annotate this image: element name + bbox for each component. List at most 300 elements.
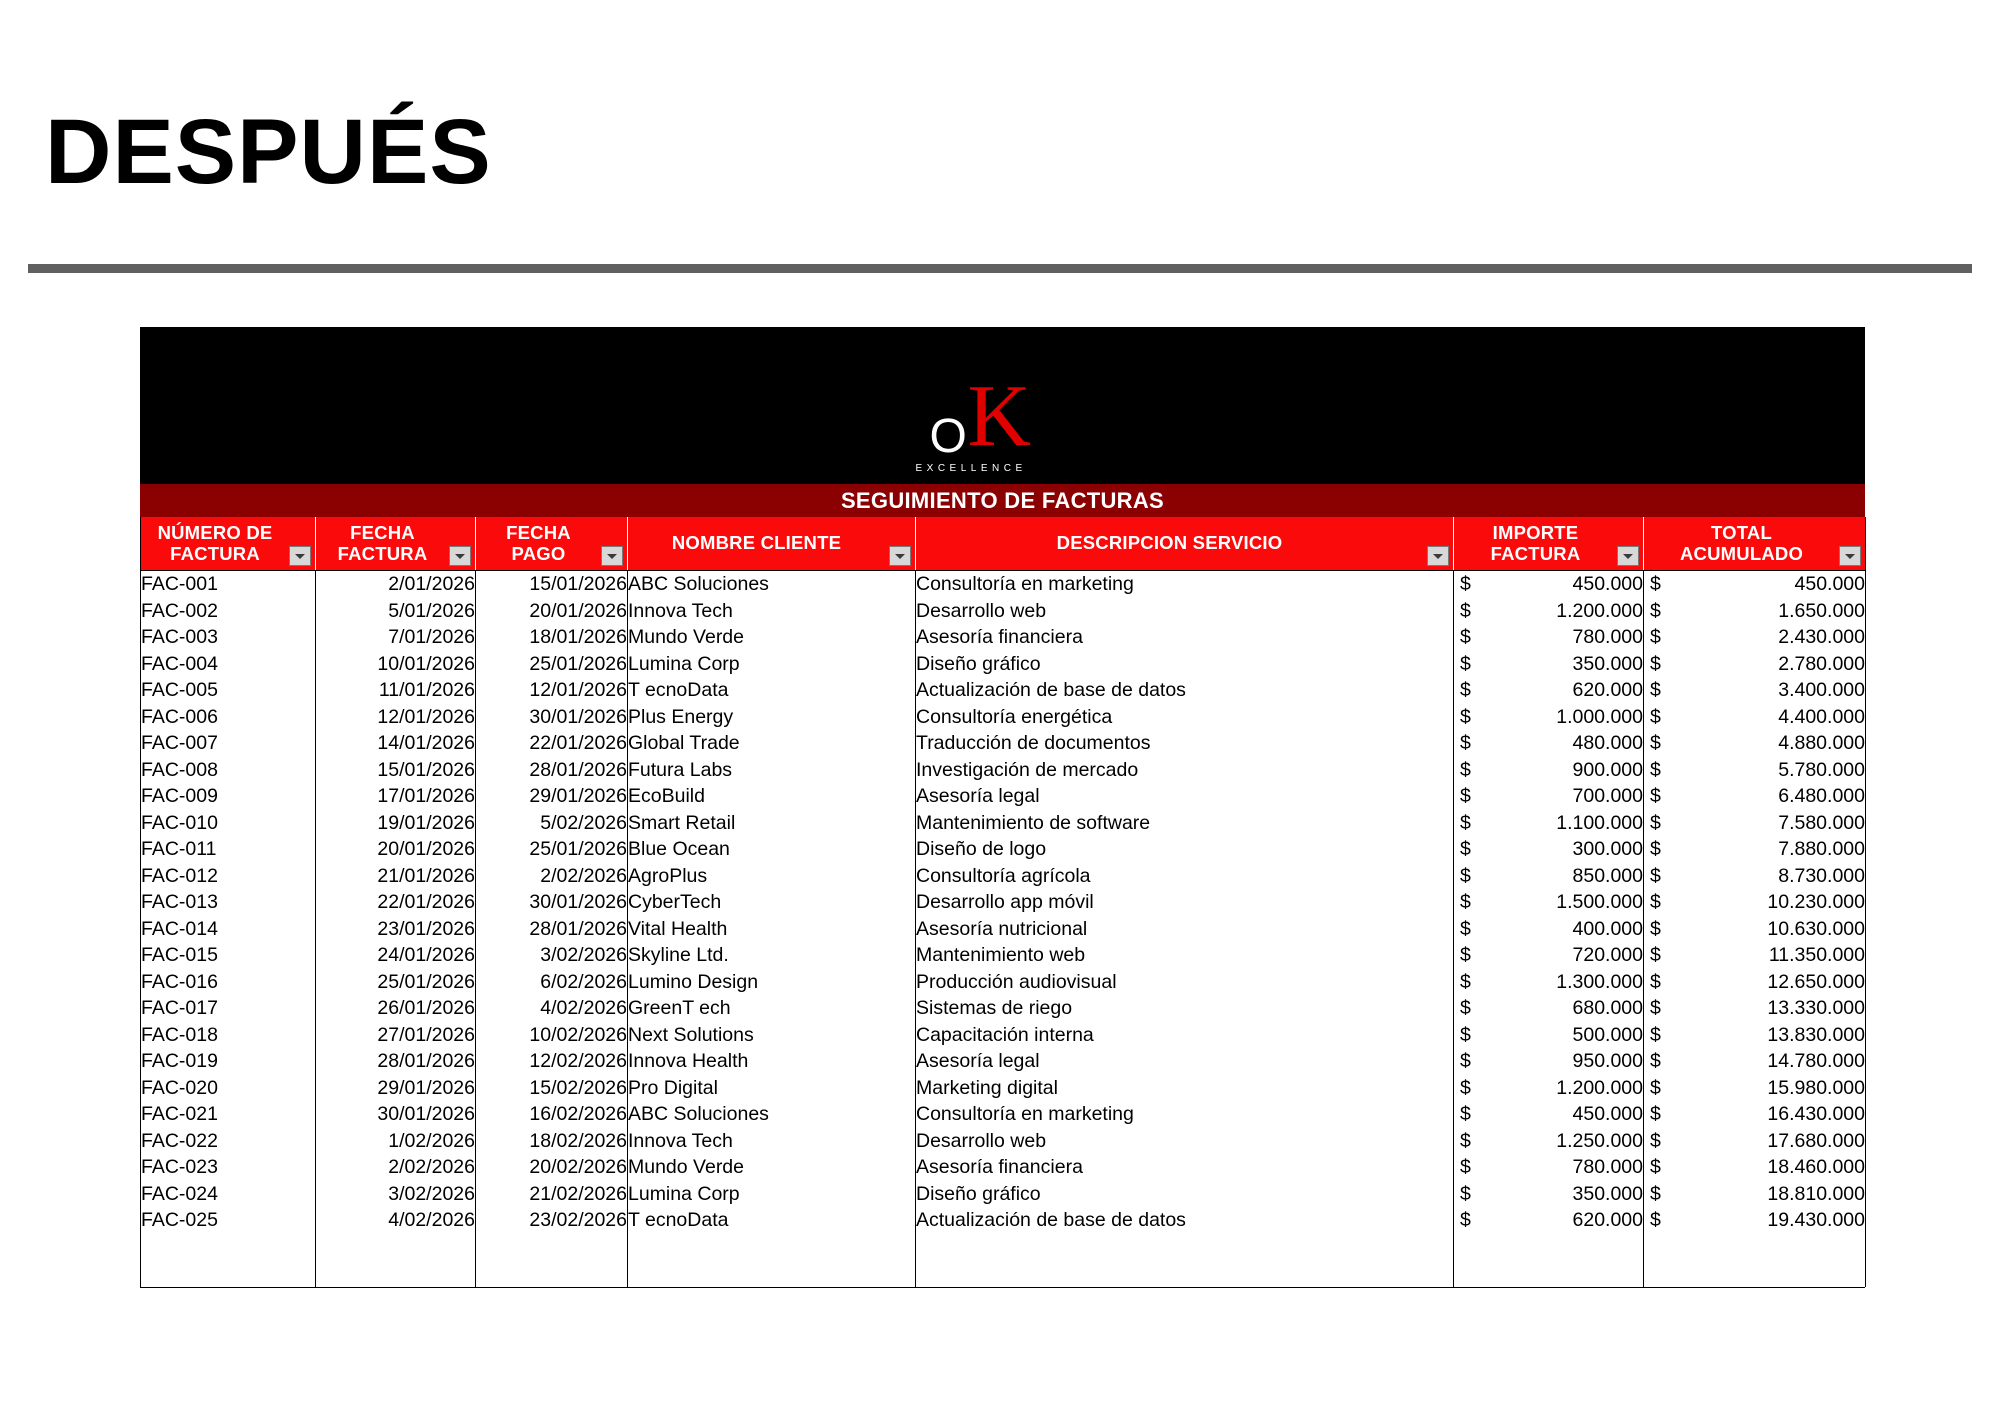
column-header-label: IMPORTE FACTURA [1490, 521, 1581, 564]
cell-importe-factura[interactable]: $ 700.000 [1454, 783, 1644, 810]
cell-empty[interactable] [916, 1260, 1454, 1287]
cell-fecha-pago[interactable]: 28/01/2026 [476, 757, 628, 784]
currency-symbol: $ [1650, 599, 1661, 622]
cell-importe-factura[interactable]: $ 1.200.000 [1454, 1075, 1644, 1102]
cell-importe-factura[interactable]: $ 1.200.000 [1454, 598, 1644, 625]
currency-symbol: $ [1460, 1023, 1471, 1046]
cell-total-acumulado[interactable]: $ 6.480.000 [1644, 783, 1866, 810]
cell-fecha-pago[interactable]: 25/01/2026 [476, 651, 628, 678]
ok-excellence-logo [908, 365, 1098, 477]
cell-fecha-pago[interactable]: 10/02/2026 [476, 1022, 628, 1049]
cell-nombre-cliente[interactable]: Smart Retail [628, 810, 916, 837]
cell-empty[interactable] [1454, 1260, 1644, 1287]
cell-total-acumulado[interactable]: $ 18.460.000 [1644, 1154, 1866, 1181]
cell-nombre-cliente[interactable]: Lumina Corp [628, 651, 916, 678]
cell-total-acumulado[interactable]: $ 16.430.000 [1644, 1101, 1866, 1128]
cell-fecha-factura[interactable]: 3/02/2026 [316, 1181, 476, 1208]
currency-symbol: $ [1460, 573, 1471, 595]
cell-fecha-factura[interactable]: 21/01/2026 [316, 863, 476, 890]
table-row[interactable] [141, 704, 1866, 731]
cell-total-acumulado[interactable]: $ 2.780.000 [1644, 651, 1866, 678]
cell-fecha-factura[interactable]: 12/01/2026 [316, 704, 476, 731]
cell-importe-factura[interactable]: $ 1.500.000 [1454, 889, 1644, 916]
cell-fecha-pago[interactable]: 25/01/2026 [476, 836, 628, 863]
cell-fecha-pago[interactable]: 18/02/2026 [476, 1128, 628, 1155]
cell-numero-factura[interactable]: FAC-014 [141, 916, 316, 943]
cell-descripcion-servicio[interactable]: Consultoría en marketing [916, 571, 1454, 598]
cell-nombre-cliente[interactable]: Mundo Verde [628, 1154, 916, 1181]
cell-total-acumulado[interactable]: $ 17.680.000 [1644, 1128, 1866, 1155]
cell-nombre-cliente[interactable]: Innova Health [628, 1048, 916, 1075]
cell-importe-factura[interactable]: $ 780.000 [1454, 624, 1644, 651]
cell-fecha-factura[interactable]: 27/01/2026 [316, 1022, 476, 1049]
cell-fecha-pago[interactable]: 28/01/2026 [476, 916, 628, 943]
cell-total-acumulado[interactable]: $ 3.400.000 [1644, 677, 1866, 704]
banner-divider [28, 264, 1972, 273]
cell-fecha-pago[interactable]: 3/02/2026 [476, 942, 628, 969]
currency-symbol: $ [1460, 758, 1471, 781]
invoice-table-wrapper [140, 517, 1865, 1288]
cell-fecha-factura[interactable]: 26/01/2026 [316, 995, 476, 1022]
cell-descripcion-servicio[interactable]: Diseño de logo [916, 836, 1454, 863]
cell-descripcion-servicio[interactable]: Consultoría en marketing [916, 1101, 1454, 1128]
table-row[interactable] [141, 757, 1866, 784]
table-row[interactable] [141, 995, 1866, 1022]
invoice-table-header [141, 517, 1866, 571]
cell-total-acumulado[interactable]: $ 18.810.000 [1644, 1181, 1866, 1208]
logo-tagline: EXCELLENCE [915, 463, 1027, 474]
filter-dropdown-icon-descripcion-servicio[interactable] [1427, 546, 1449, 566]
currency-symbol: $ [1460, 811, 1471, 834]
table-row[interactable] [141, 1075, 1866, 1102]
column-header-fecha-pago[interactable] [476, 517, 628, 571]
table-row-empty[interactable] [141, 1260, 1866, 1287]
cell-numero-factura[interactable]: FAC-021 [141, 1101, 316, 1128]
cell-fecha-factura[interactable]: 28/01/2026 [316, 1048, 476, 1075]
cell-importe-factura[interactable]: $ 950.000 [1454, 1048, 1644, 1075]
currency-symbol: $ [1460, 1103, 1471, 1125]
cell-importe-factura[interactable]: $ 850.000 [1454, 863, 1644, 890]
invoice-table-body [141, 571, 1866, 1287]
cell-descripcion-servicio[interactable]: Asesoría nutricional [916, 916, 1454, 943]
cell-fecha-factura[interactable]: 20/01/2026 [316, 836, 476, 863]
table-row[interactable] [141, 1154, 1866, 1181]
cell-nombre-cliente[interactable]: T ecnoData [628, 677, 916, 704]
cell-fecha-factura[interactable]: 5/01/2026 [316, 598, 476, 625]
cell-importe-factura[interactable]: $ 450.000 [1454, 571, 1644, 598]
cell-numero-factura[interactable]: FAC-018 [141, 1022, 316, 1049]
currency-symbol: $ [1650, 838, 1661, 860]
cell-total-acumulado[interactable]: $ 11.350.000 [1644, 942, 1866, 969]
cell-fecha-factura[interactable]: 10/01/2026 [316, 651, 476, 678]
currency-symbol: $ [1460, 1050, 1471, 1072]
cell-descripcion-servicio[interactable]: Mantenimiento de software [916, 810, 1454, 837]
cell-fecha-pago[interactable]: 16/02/2026 [476, 1101, 628, 1128]
table-row[interactable] [141, 1128, 1866, 1155]
cell-fecha-factura[interactable]: 14/01/2026 [316, 730, 476, 757]
cell-nombre-cliente[interactable]: Plus Energy [628, 704, 916, 731]
cell-descripcion-servicio[interactable]: Marketing digital [916, 1075, 1454, 1102]
cell-nombre-cliente[interactable]: Lumina Corp [628, 1181, 916, 1208]
currency-symbol: $ [1460, 970, 1471, 993]
cell-descripcion-servicio[interactable]: Producción audiovisual [916, 969, 1454, 996]
cell-descripcion-servicio[interactable]: Diseño gráfico [916, 1181, 1454, 1208]
cell-total-acumulado[interactable]: $ 10.630.000 [1644, 916, 1866, 943]
cell-fecha-pago[interactable]: 4/02/2026 [476, 995, 628, 1022]
cell-importe-factura[interactable]: $ 350.000 [1454, 651, 1644, 678]
table-row[interactable] [141, 889, 1866, 916]
cell-fecha-factura[interactable]: 29/01/2026 [316, 1075, 476, 1102]
table-row[interactable] [141, 624, 1866, 651]
cell-total-acumulado[interactable]: $ 12.650.000 [1644, 969, 1866, 996]
cell-empty[interactable] [141, 1260, 316, 1287]
cell-fecha-pago[interactable]: 30/01/2026 [476, 704, 628, 731]
logo-band [140, 327, 1865, 484]
column-header-label: FECHA FACTURA [337, 521, 428, 564]
column-header-label: FECHA PAGO [506, 521, 571, 564]
cell-empty[interactable] [1644, 1260, 1866, 1287]
cell-descripcion-servicio[interactable]: Desarrollo web [916, 598, 1454, 625]
filter-dropdown-icon-importe-factura[interactable] [1617, 546, 1639, 566]
page-title: DESPUÉS [45, 101, 492, 203]
cell-nombre-cliente[interactable]: EcoBuild [628, 783, 916, 810]
cell-numero-factura[interactable]: FAC-004 [141, 651, 316, 678]
cell-descripcion-servicio[interactable]: Investigación de mercado [916, 757, 1454, 784]
cell-numero-factura[interactable]: FAC-024 [141, 1181, 316, 1208]
cell-nombre-cliente[interactable]: Mundo Verde [628, 624, 916, 651]
currency-symbol: $ [1650, 1209, 1661, 1231]
cell-nombre-cliente[interactable]: Innova Tech [628, 598, 916, 625]
cell-numero-factura[interactable]: FAC-023 [141, 1154, 316, 1181]
currency-symbol: $ [1460, 732, 1471, 754]
cell-nombre-cliente[interactable]: GreenT ech [628, 995, 916, 1022]
filter-dropdown-icon-fecha-pago[interactable] [601, 546, 623, 566]
cell-empty[interactable] [141, 1234, 316, 1261]
column-header-fecha-factura[interactable] [316, 517, 476, 571]
cell-numero-factura[interactable]: FAC-025 [141, 1207, 316, 1234]
invoice-tracker-sheet [140, 327, 1865, 1288]
table-row[interactable] [141, 969, 1866, 996]
cell-total-acumulado[interactable]: $ 2.430.000 [1644, 624, 1866, 651]
cell-importe-factura[interactable]: $ 680.000 [1454, 995, 1644, 1022]
column-header-total-acumulado[interactable] [1644, 517, 1866, 571]
cell-nombre-cliente[interactable]: Lumino Design [628, 969, 916, 996]
column-header-numero-factura[interactable] [141, 517, 316, 571]
cell-numero-factura[interactable]: FAC-003 [141, 624, 316, 651]
cell-nombre-cliente[interactable]: T ecnoData [628, 1207, 916, 1234]
logo-letter-k-icon: K [967, 368, 1032, 465]
cell-fecha-factura[interactable]: 15/01/2026 [316, 757, 476, 784]
cell-numero-factura[interactable]: FAC-001 [141, 571, 316, 598]
cell-importe-factura[interactable]: $ 500.000 [1454, 1022, 1644, 1049]
cell-fecha-pago[interactable]: 15/01/2026 [476, 571, 628, 598]
cell-nombre-cliente[interactable]: Global Trade [628, 730, 916, 757]
currency-symbol: $ [1460, 1076, 1471, 1099]
currency-symbol: $ [1460, 917, 1471, 940]
cell-importe-factura[interactable]: $ 620.000 [1454, 1207, 1644, 1234]
currency-symbol: $ [1460, 1156, 1471, 1178]
currency-symbol: $ [1460, 1129, 1471, 1152]
cell-total-acumulado[interactable]: $ 7.580.000 [1644, 810, 1866, 837]
cell-nombre-cliente[interactable]: Innova Tech [628, 1128, 916, 1155]
cell-empty[interactable] [628, 1260, 916, 1287]
cell-fecha-factura[interactable]: 1/02/2026 [316, 1128, 476, 1155]
column-header-label: NÚMERO DE FACTURA [157, 521, 273, 564]
cell-empty[interactable] [316, 1260, 476, 1287]
currency-symbol: $ [1460, 864, 1471, 887]
table-row[interactable] [141, 1022, 1866, 1049]
cell-descripcion-servicio[interactable]: Desarrollo web [916, 1128, 1454, 1155]
currency-symbol: $ [1650, 626, 1661, 648]
currency-symbol: $ [1460, 1209, 1471, 1231]
sheet-title-bar: SEGUIMIENTO DE FACTURAS [140, 484, 1865, 517]
cell-fecha-factura[interactable]: 2/02/2026 [316, 1154, 476, 1181]
currency-symbol: $ [1460, 679, 1471, 701]
page-banner [0, 0, 2000, 201]
cell-nombre-cliente[interactable]: CyberTech [628, 889, 916, 916]
cell-numero-factura[interactable]: FAC-007 [141, 730, 316, 757]
table-row[interactable] [141, 942, 1866, 969]
currency-symbol: $ [1460, 838, 1471, 860]
cell-fecha-factura[interactable]: 23/01/2026 [316, 916, 476, 943]
currency-symbol: $ [1650, 1076, 1661, 1099]
cell-total-acumulado[interactable]: $ 8.730.000 [1644, 863, 1866, 890]
cell-nombre-cliente[interactable]: Vital Health [628, 916, 916, 943]
currency-symbol: $ [1650, 573, 1661, 595]
table-row[interactable] [141, 571, 1866, 598]
currency-symbol: $ [1650, 864, 1661, 887]
cell-importe-factura[interactable]: $ 1.250.000 [1454, 1128, 1644, 1155]
currency-symbol: $ [1460, 652, 1471, 675]
logo-letter-o-icon: O [929, 410, 967, 463]
cell-fecha-pago[interactable]: 20/01/2026 [476, 598, 628, 625]
table-row[interactable] [141, 730, 1866, 757]
table-row-empty[interactable] [141, 1234, 1866, 1261]
cell-fecha-pago[interactable]: 22/01/2026 [476, 730, 628, 757]
currency-symbol: $ [1650, 1156, 1661, 1178]
currency-symbol: $ [1650, 1129, 1661, 1152]
table-row[interactable] [141, 783, 1866, 810]
cell-importe-factura[interactable]: $ 450.000 [1454, 1101, 1644, 1128]
cell-empty[interactable] [628, 1234, 916, 1261]
currency-symbol: $ [1460, 705, 1471, 728]
cell-descripcion-servicio[interactable]: Mantenimiento web [916, 942, 1454, 969]
currency-symbol: $ [1460, 944, 1471, 966]
currency-symbol: $ [1650, 785, 1661, 807]
cell-importe-factura[interactable]: $ 780.000 [1454, 1154, 1644, 1181]
cell-nombre-cliente[interactable]: ABC Soluciones [628, 1101, 916, 1128]
cell-importe-factura[interactable]: $ 300.000 [1454, 836, 1644, 863]
cell-numero-factura[interactable]: FAC-010 [141, 810, 316, 837]
column-header-label: TOTAL ACUMULADO [1679, 521, 1804, 564]
cell-importe-factura[interactable]: $ 400.000 [1454, 916, 1644, 943]
column-header-label: NOMBRE CLIENTE [671, 532, 842, 554]
currency-symbol: $ [1650, 891, 1661, 913]
currency-symbol: $ [1650, 758, 1661, 781]
cell-total-acumulado[interactable]: $ 13.830.000 [1644, 1022, 1866, 1049]
currency-symbol: $ [1460, 785, 1471, 807]
cell-total-acumulado[interactable]: $ 4.400.000 [1644, 704, 1866, 731]
cell-fecha-factura[interactable]: 19/01/2026 [316, 810, 476, 837]
currency-symbol: $ [1650, 1023, 1661, 1046]
currency-symbol: $ [1650, 970, 1661, 993]
cell-fecha-factura[interactable]: 7/01/2026 [316, 624, 476, 651]
cell-empty[interactable] [916, 1234, 1454, 1261]
cell-descripcion-servicio[interactable]: Actualización de base de datos [916, 677, 1454, 704]
cell-numero-factura[interactable]: FAC-009 [141, 783, 316, 810]
column-header-nombre-cliente[interactable] [628, 517, 916, 571]
cell-total-acumulado[interactable]: $ 1.650.000 [1644, 598, 1866, 625]
cell-numero-factura[interactable]: FAC-006 [141, 704, 316, 731]
cell-fecha-pago[interactable]: 15/02/2026 [476, 1075, 628, 1102]
table-row[interactable] [141, 1048, 1866, 1075]
cell-total-acumulado[interactable]: $ 7.880.000 [1644, 836, 1866, 863]
currency-symbol: $ [1650, 811, 1661, 834]
currency-symbol: $ [1650, 944, 1661, 966]
cell-importe-factura[interactable]: $ 350.000 [1454, 1181, 1644, 1208]
filter-dropdown-icon-total-acumulado[interactable] [1839, 546, 1861, 566]
cell-descripcion-servicio[interactable]: Traducción de documentos [916, 730, 1454, 757]
cell-empty[interactable] [1454, 1234, 1644, 1261]
cell-descripcion-servicio[interactable]: Sistemas de riego [916, 995, 1454, 1022]
cell-fecha-pago[interactable]: 30/01/2026 [476, 889, 628, 916]
cell-fecha-pago[interactable]: 29/01/2026 [476, 783, 628, 810]
cell-nombre-cliente[interactable]: Blue Ocean [628, 836, 916, 863]
cell-descripcion-servicio[interactable]: Actualización de base de datos [916, 1207, 1454, 1234]
cell-empty[interactable] [476, 1260, 628, 1287]
cell-numero-factura[interactable]: FAC-020 [141, 1075, 316, 1102]
cell-importe-factura[interactable]: $ 720.000 [1454, 942, 1644, 969]
currency-symbol: $ [1650, 705, 1661, 728]
table-row[interactable] [141, 916, 1866, 943]
cell-total-acumulado[interactable]: $ 14.780.000 [1644, 1048, 1866, 1075]
cell-numero-factura[interactable]: FAC-017 [141, 995, 316, 1022]
filter-dropdown-icon-nombre-cliente[interactable] [889, 546, 911, 566]
cell-nombre-cliente[interactable]: Pro Digital [628, 1075, 916, 1102]
cell-empty[interactable] [316, 1234, 476, 1261]
cell-fecha-pago[interactable]: 6/02/2026 [476, 969, 628, 996]
currency-symbol: $ [1650, 1103, 1661, 1125]
cell-importe-factura[interactable]: $ 480.000 [1454, 730, 1644, 757]
cell-empty[interactable] [476, 1234, 628, 1261]
cell-fecha-pago[interactable]: 12/01/2026 [476, 677, 628, 704]
cell-descripcion-servicio[interactable]: Diseño gráfico [916, 651, 1454, 678]
currency-symbol: $ [1650, 652, 1661, 675]
cell-fecha-factura[interactable]: 4/02/2026 [316, 1207, 476, 1234]
cell-descripcion-servicio[interactable]: Asesoría legal [916, 1048, 1454, 1075]
cell-numero-factura[interactable]: FAC-016 [141, 969, 316, 996]
cell-numero-factura[interactable]: FAC-012 [141, 863, 316, 890]
cell-nombre-cliente[interactable]: ABC Soluciones [628, 571, 916, 598]
cell-descripcion-servicio[interactable]: Consultoría energética [916, 704, 1454, 731]
cell-importe-factura[interactable]: $ 1.000.000 [1454, 704, 1644, 731]
cell-numero-factura[interactable]: FAC-019 [141, 1048, 316, 1075]
cell-total-acumulado[interactable]: $ 15.980.000 [1644, 1075, 1866, 1102]
cell-nombre-cliente[interactable]: Next Solutions [628, 1022, 916, 1049]
cell-nombre-cliente[interactable]: Futura Labs [628, 757, 916, 784]
currency-symbol: $ [1460, 599, 1471, 622]
cell-numero-factura[interactable]: FAC-011 [141, 836, 316, 863]
table-row[interactable] [141, 598, 1866, 625]
cell-fecha-pago[interactable]: 5/02/2026 [476, 810, 628, 837]
cell-total-acumulado[interactable]: $ 450.000 [1644, 571, 1866, 598]
cell-fecha-factura[interactable]: 24/01/2026 [316, 942, 476, 969]
cell-fecha-factura[interactable]: 11/01/2026 [316, 677, 476, 704]
filter-dropdown-icon-numero-factura[interactable] [289, 546, 311, 566]
table-row[interactable] [141, 1181, 1866, 1208]
currency-symbol: $ [1650, 917, 1661, 940]
currency-symbol: $ [1460, 997, 1471, 1019]
cell-numero-factura[interactable]: FAC-005 [141, 677, 316, 704]
cell-descripcion-servicio[interactable]: Capacitación interna [916, 1022, 1454, 1049]
invoice-table [140, 517, 1866, 1287]
currency-symbol: $ [1460, 1182, 1471, 1205]
cell-fecha-pago[interactable]: 2/02/2026 [476, 863, 628, 890]
currency-symbol: $ [1650, 997, 1661, 1019]
table-row[interactable] [141, 651, 1866, 678]
cell-numero-factura[interactable]: FAC-002 [141, 598, 316, 625]
cell-importe-factura[interactable]: $ 1.300.000 [1454, 969, 1644, 996]
table-row[interactable] [141, 677, 1866, 704]
cell-fecha-pago[interactable]: 23/02/2026 [476, 1207, 628, 1234]
cell-fecha-pago[interactable]: 18/01/2026 [476, 624, 628, 651]
cell-importe-factura[interactable]: $ 900.000 [1454, 757, 1644, 784]
cell-total-acumulado[interactable]: $ 10.230.000 [1644, 889, 1866, 916]
cell-descripcion-servicio[interactable]: Asesoría legal [916, 783, 1454, 810]
cell-numero-factura[interactable]: FAC-015 [141, 942, 316, 969]
table-row[interactable] [141, 1101, 1866, 1128]
cell-fecha-factura[interactable]: 17/01/2026 [316, 783, 476, 810]
cell-nombre-cliente[interactable]: AgroPlus [628, 863, 916, 890]
cell-total-acumulado[interactable]: $ 13.330.000 [1644, 995, 1866, 1022]
cell-total-acumulado[interactable]: $ 5.780.000 [1644, 757, 1866, 784]
cell-fecha-factura[interactable]: 2/01/2026 [316, 571, 476, 598]
currency-symbol: $ [1650, 1182, 1661, 1205]
currency-symbol: $ [1650, 679, 1661, 701]
header-row [141, 517, 1866, 571]
filter-dropdown-icon-fecha-factura[interactable] [449, 546, 471, 566]
cell-empty[interactable] [1644, 1234, 1866, 1261]
cell-total-acumulado[interactable]: $ 19.430.000 [1644, 1207, 1866, 1234]
cell-descripcion-servicio[interactable]: Consultoría agrícola [916, 863, 1454, 890]
cell-descripcion-servicio[interactable]: Desarrollo app móvil [916, 889, 1454, 916]
cell-fecha-factura[interactable]: 30/01/2026 [316, 1101, 476, 1128]
cell-fecha-pago[interactable]: 21/02/2026 [476, 1181, 628, 1208]
currency-symbol: $ [1650, 732, 1661, 754]
cell-importe-factura[interactable]: $ 620.000 [1454, 677, 1644, 704]
cell-numero-factura[interactable]: FAC-022 [141, 1128, 316, 1155]
cell-nombre-cliente[interactable]: Skyline Ltd. [628, 942, 916, 969]
cell-fecha-pago[interactable]: 12/02/2026 [476, 1048, 628, 1075]
cell-total-acumulado[interactable]: $ 4.880.000 [1644, 730, 1866, 757]
currency-symbol: $ [1460, 891, 1471, 913]
cell-descripcion-servicio[interactable]: Asesoría financiera [916, 1154, 1454, 1181]
cell-fecha-pago[interactable]: 20/02/2026 [476, 1154, 628, 1181]
column-header-descripcion-servicio[interactable] [916, 517, 1454, 571]
cell-importe-factura[interactable]: $ 1.100.000 [1454, 810, 1644, 837]
table-row[interactable] [141, 1207, 1866, 1234]
cell-descripcion-servicio[interactable]: Asesoría financiera [916, 624, 1454, 651]
currency-symbol: $ [1650, 1050, 1661, 1072]
cell-fecha-factura[interactable]: 25/01/2026 [316, 969, 476, 996]
table-row[interactable] [141, 836, 1866, 863]
cell-numero-factura[interactable]: FAC-013 [141, 889, 316, 916]
table-row[interactable] [141, 810, 1866, 837]
cell-numero-factura[interactable]: FAC-008 [141, 757, 316, 784]
table-row[interactable] [141, 863, 1866, 890]
cell-fecha-factura[interactable]: 22/01/2026 [316, 889, 476, 916]
column-header-importe-factura[interactable] [1454, 517, 1644, 571]
